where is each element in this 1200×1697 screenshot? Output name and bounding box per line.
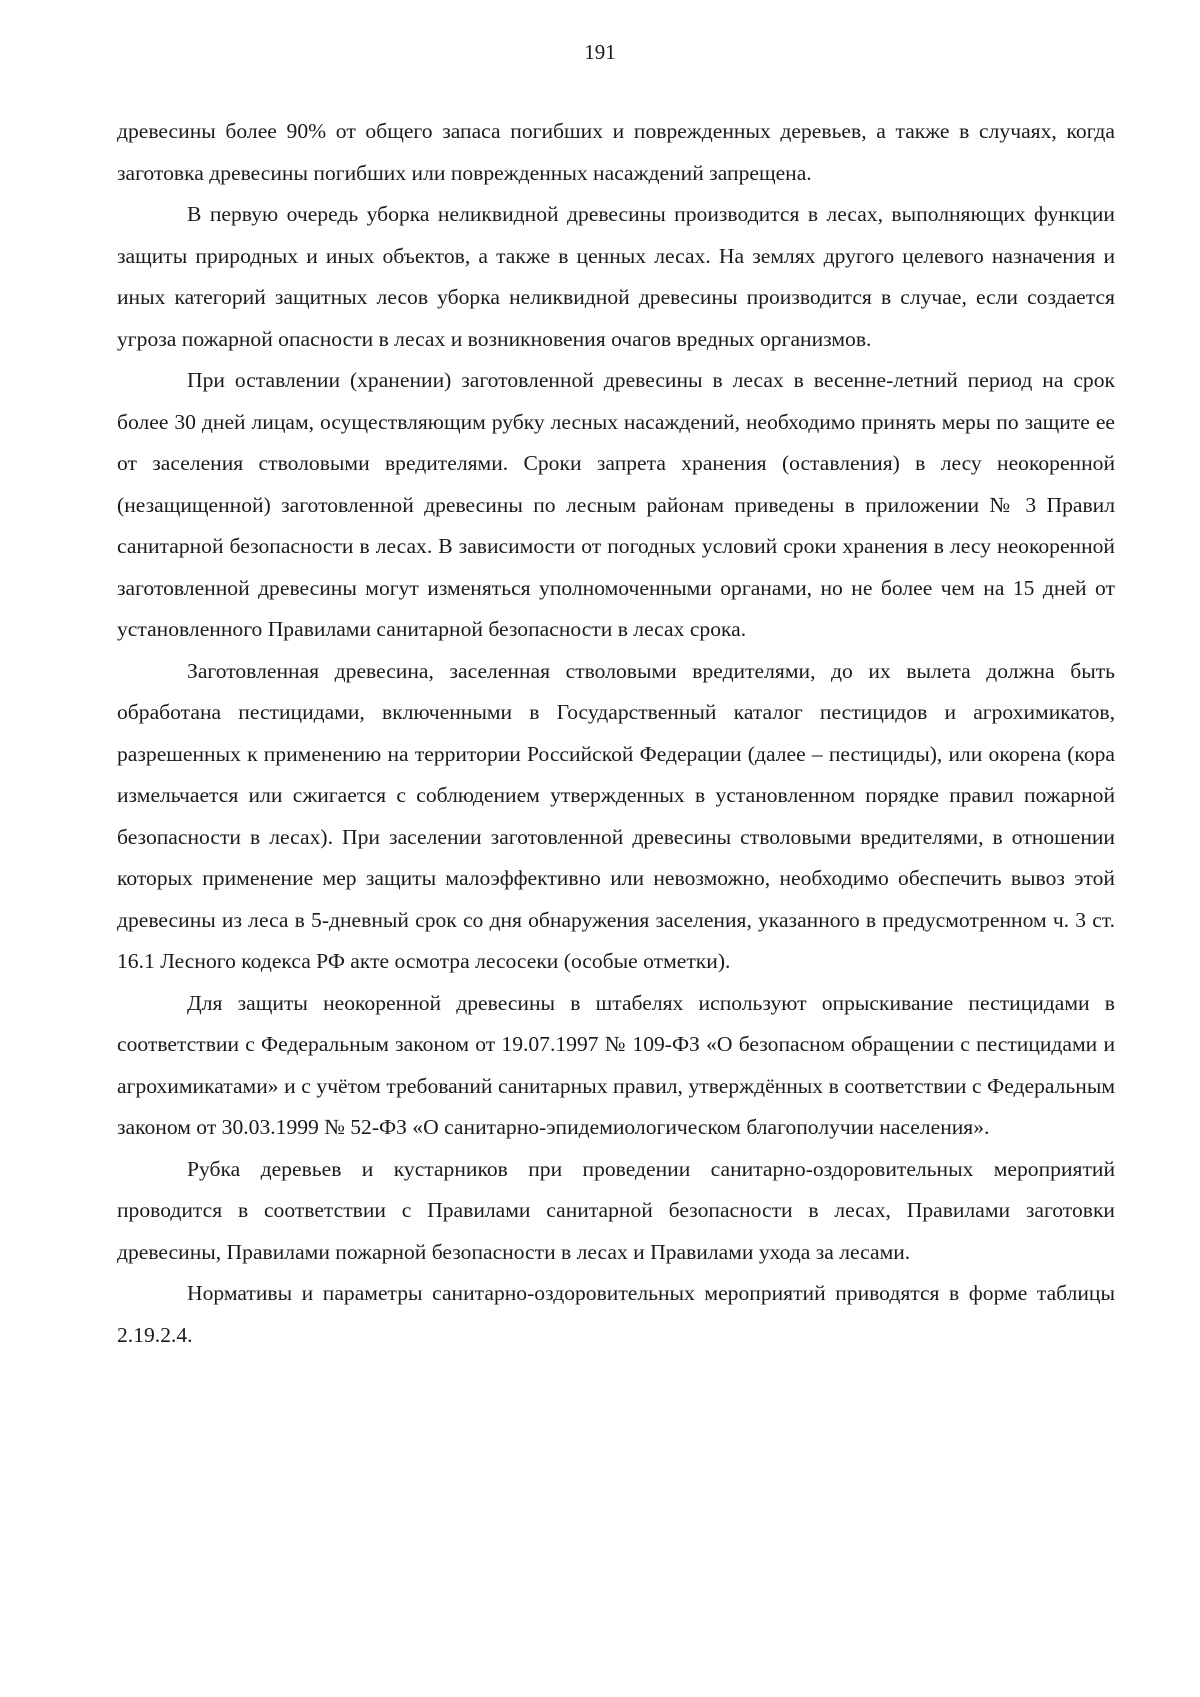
paragraph-continuation: древесины более 90% от общего запаса погибших и поврежденных деревьев, а также в случаях, когда заготовка древесины погибших или поврежденных насаждений запрещена. [117,119,1115,185]
paragraph-timber-storage: При оставлении (хранении) заготовленной древесины в лесах в весенне-летний период на срок более 30 дней лицам, осуществляющим рубку лесных насаждений, необходимо принять меры по защите ее от заселения стволовыми вредителями. Сроки запрета хранения (оставления) в лесу неокоренной (незащищенной) заготовленной древесины по лесным районам приведены в приложении № 3 Правил санитарной безопасности в лесах. В зависимости от погодных условий сроки хранения в лесу неокоренной заготовленной древесины могут изменяться уполномоченными органами, но не более чем на 15 дней от установленного Правилами санитарной безопасности в лесах срока. [117,368,1115,641]
paragraph-sanitary-felling: Рубка деревьев и кустарников при проведении санитарно-оздоровительных мероприятий проводится в соответствии с Правилами санитарной безопасности в лесах, Правилами заготовки древесины, Правилами пожарной безопасности в лесах и Правилами ухода за лесами. [117,1156,1115,1264]
paragraph-salvage-priority: В первую очередь уборка неликвидной древесины производится в лесах, выполняющих функции защиты природных и иных объектов, а также в ценных лесах. На землях другого целевого назначения и иных категорий защитных лесов уборка неликвидной древесины производится в случае, если создается угроза пожарной опасности в лесах и возникновения очагов вредных организмов. [117,202,1115,351]
document-body [117,111,1115,1356]
paragraph-pesticide-spraying: Для защиты неокоренной древесины в штабелях используют опрыскивание пестицидами в соответствии с Федеральным законом от 19.07.1997 № 109-ФЗ «О безопасном обращении с пестицидами и агрохимикатами» и с учётом требований санитарных правил, утверждённых в соответствии с Федеральным законом от 30.03.1999 № 52-ФЗ «О санитарно-эпидемиологическом благополучии населения». [117,990,1115,1139]
paragraph-pest-treatment: Заготовленная древесина, заселенная стволовыми вредителями, до их вылета должна быть обработана пестицидами, включенными в Государственный каталог пестицидов и агрохимикатов, разрешенных к применению на территории Российской Федерации (далее – пестициды), или окорена (кора измельчается или сжигается с соблюдением утвержденных в установленном порядке правил пожарной безопасности в лесах). При заселении заготовленной древесины стволовыми вредителями, в отношении которых применение мер защиты малоэффективно или невозможно, необходимо обеспечить вывоз этой древесины из леса в 5-дневный срок со дня обнаружения заселения, указанного в предусмотренном ч. 3 ст. 16.1 Лесного кодекса РФ акте осмотра лесосеки (особые отметки). [117,658,1115,973]
paragraph-norms-table-ref: Нормативы и параметры санитарно-оздоровительных мероприятий приводятся в форме таблицы 2.19.2.4. [117,1281,1115,1347]
page-number: 191 [584,40,616,64]
